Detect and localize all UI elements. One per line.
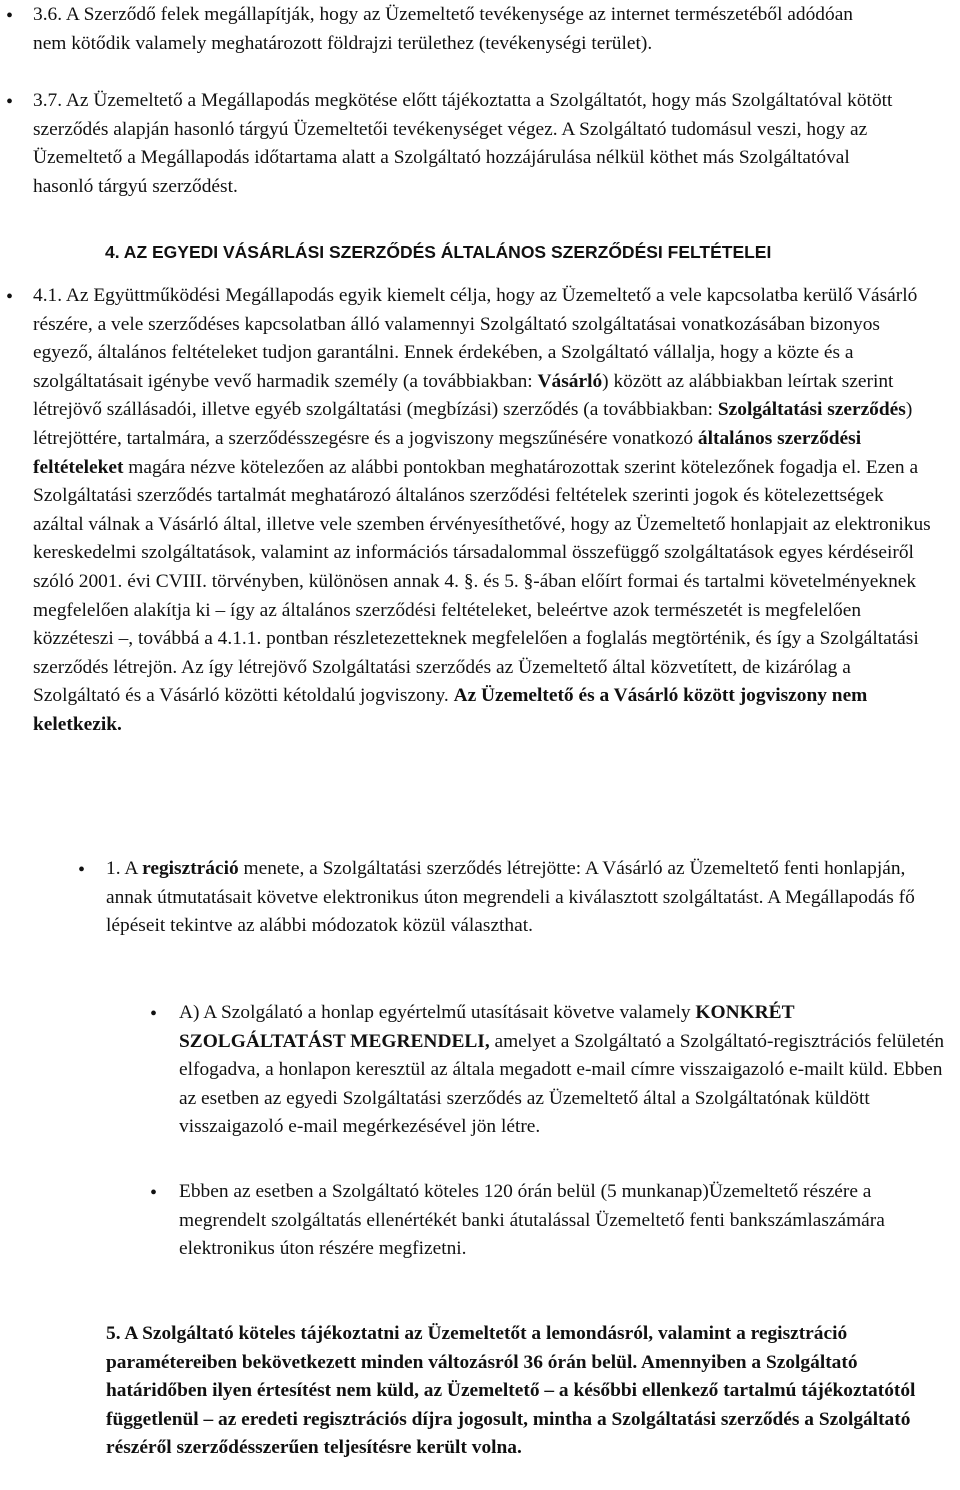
- bullet-icon: •: [78, 859, 86, 881]
- term-vasarlo: Vásárló: [537, 370, 603, 392]
- bullet-icon: •: [6, 5, 14, 27]
- konkret-szolgaltatas-emphasis: KONKRÉT SZOLGÁLTATÁST MEGRENDELI,: [179, 1002, 795, 1052]
- section-4-1-text: magára nézve kötelezően az alábbi pontokban meghatározottak szerint kötelezőnek fogadja el. Ezen a Szolgáltatási szerződés tartalmát meghatározó általános szerződési feltételek szerinti jogok és kötelezettségek azáltal válnak a Vásárló által, illetve vele szemben érvényesíthetővé, hogy az Üzemeltető honlapjait az elektronikus kereskedelmi szolgáltatások, valamint az információs társadalommal összefüggő szolgáltatások egyes kérdéseiről szóló 2001. évi CVIII. törvényben, különösen annak 4. §. és 5. §-ában előírt formai és tartalmi követelményeknek megfelelően alakítja ki – így az általános szerződési feltételeket, beleértve azok természetét is megfelelően közzéteszi –, továbbá a 4.1.1. pontban részletezetteknek megfelelően a foglalás megtörténik, és így a Szolgáltatási szerződés létrejön. Az így létrejövő Szolgáltatási szerződés az Üzemeltető által közvetített, de kizárólag a Szolgáltató és a Vásárló közötti kétoldalú jogviszony.: [33, 456, 931, 707]
- section-4-1-text: 4.1. Az Együttműködési Megállapodás egyik kiemelt célja, hogy az Üzemeltető a vele kapcsolatba kerülő Vásárló részére, a vele szerződéses kapcsolatban álló valamennyi Szolgáltató szolgáltatásai vonatkozásában bizonyos egyező, általános feltételeket tudjon garantálni. Ennek érdekében, a Szolgáltató vállalja, hogy a közte és a szolgáltatásait igénybe vevő harmadik személy (a továbbiakban:: [33, 285, 918, 392]
- option-a-text: amelyet a Szolgáltató a Szolgáltató-regisztrációs felületén elfogadva, a honlapon keresztül az általa megadott e-mail címre visszaigazoló e-mailt küld. Ebben az esetben az egyedi Szolgáltatási szerződés az Üzemeltető által a Szolgáltatónak küldött visszaigazoló e-mail megérkezésével jön létre.: [179, 1030, 945, 1138]
- bullet-icon: •: [150, 1182, 158, 1204]
- bullet-icon: •: [6, 286, 14, 308]
- bullet-icon: •: [6, 91, 14, 113]
- term-altalanos-feltetelek: általános szerződési feltételeket: [33, 427, 862, 478]
- section-4-1-text: ) létrejöttére, tartalmára, a szerződésszegésre és a jogviszony megszűnésére vonatkozó: [33, 399, 913, 449]
- term-szolgaltatasi-szerzodes: Szolgáltatási szerződés: [717, 399, 906, 421]
- item-1-text: menete, a Szolgáltatási szerződés létrejötte: A Vásárló az Üzemeltető fenti honlapján, annak útmutatásait követve elektronikus úton megrendeli a kiválasztott szolgáltatást. A Megállapodás fő lépéseit tekintve az alábbi módozatok közül választhat.: [106, 858, 915, 937]
- term-regisztracio: regisztráció: [142, 858, 239, 879]
- no-legal-relationship-note: Az Üzemeltető és a Vásárló között jogviszony nem keletkezik.: [33, 685, 868, 735]
- bullet-icon: •: [150, 1003, 158, 1025]
- item-1-registration: [106, 855, 926, 941]
- option-a-text: A) A Szolgálató a honlap egyértelmű utasításait követve valamely: [179, 1002, 696, 1023]
- section-3-6: 3.6. A Szerződő felek megállapítják, hogy az Üzemeltető tevékenysége az internet természetéből adódóan nem kötődik valamely meghatározott földrajzi területhez (tevékenységi terület).: [33, 4, 854, 54]
- item-1-text: 1. A: [106, 858, 143, 879]
- section-5: 5. A Szolgáltató köteles tájékoztatni az Üzemeltetőt a lemondásról, valamint a regisztráció paramétereiben bekövetkezett minden változásról 36 órán belül. Amennyiben a Szolgáltató határidőben ilyen értesítést nem küld, az Üzemeltető – a későbbi ellenkező tartalmú tájékoztatótól függetlenül – az eredeti regisztrációs díjra jogosult, mintha a Szolgáltatási szerződés a Szolgáltató részéről szerződésszerűen teljesítésre került volna.: [106, 1323, 916, 1459]
- option-a: [179, 999, 959, 1142]
- section-4-1-text: ) között az alábbiakban leírtak szerint létrejövő szállásadói, illetve egyéb szolgáltatási (megbízási) szerződés (a továbbiakban:: [33, 370, 894, 421]
- section-4-heading: 4. AZ EGYEDI VÁSÁRLÁSI SZERZŐDÉS ÁLTALÁNOS SZERZŐDÉSI FELTÉTELEI: [105, 242, 772, 262]
- option-b: Ebben az esetben a Szolgáltató köteles 120 órán belül (5 munkanap)Üzemeltető részére a megrendelt szolgáltatás ellenértékét banki átutalással Üzemeltető fenti bankszámlaszámára elektronikus úton részére megfizetni.: [179, 1181, 885, 1260]
- section-4-1: [33, 282, 938, 740]
- section-3-7: 3.7. Az Üzemeltető a Megállapodás megkötése előtt tájékoztatta a Szolgáltatót, hogy más Szolgáltatóval kötött szerződés alapján hasonló tárgyú Üzemeltetői tevékenységet végez. A Szolgáltató tudomásul veszi, hogy az Üzemeltető a Megállapodás időtartama alatt a Szolgáltató hozzájárulása nélkül köthet más Szolgáltatóval hasonló tárgyú szerződést.: [33, 90, 893, 197]
